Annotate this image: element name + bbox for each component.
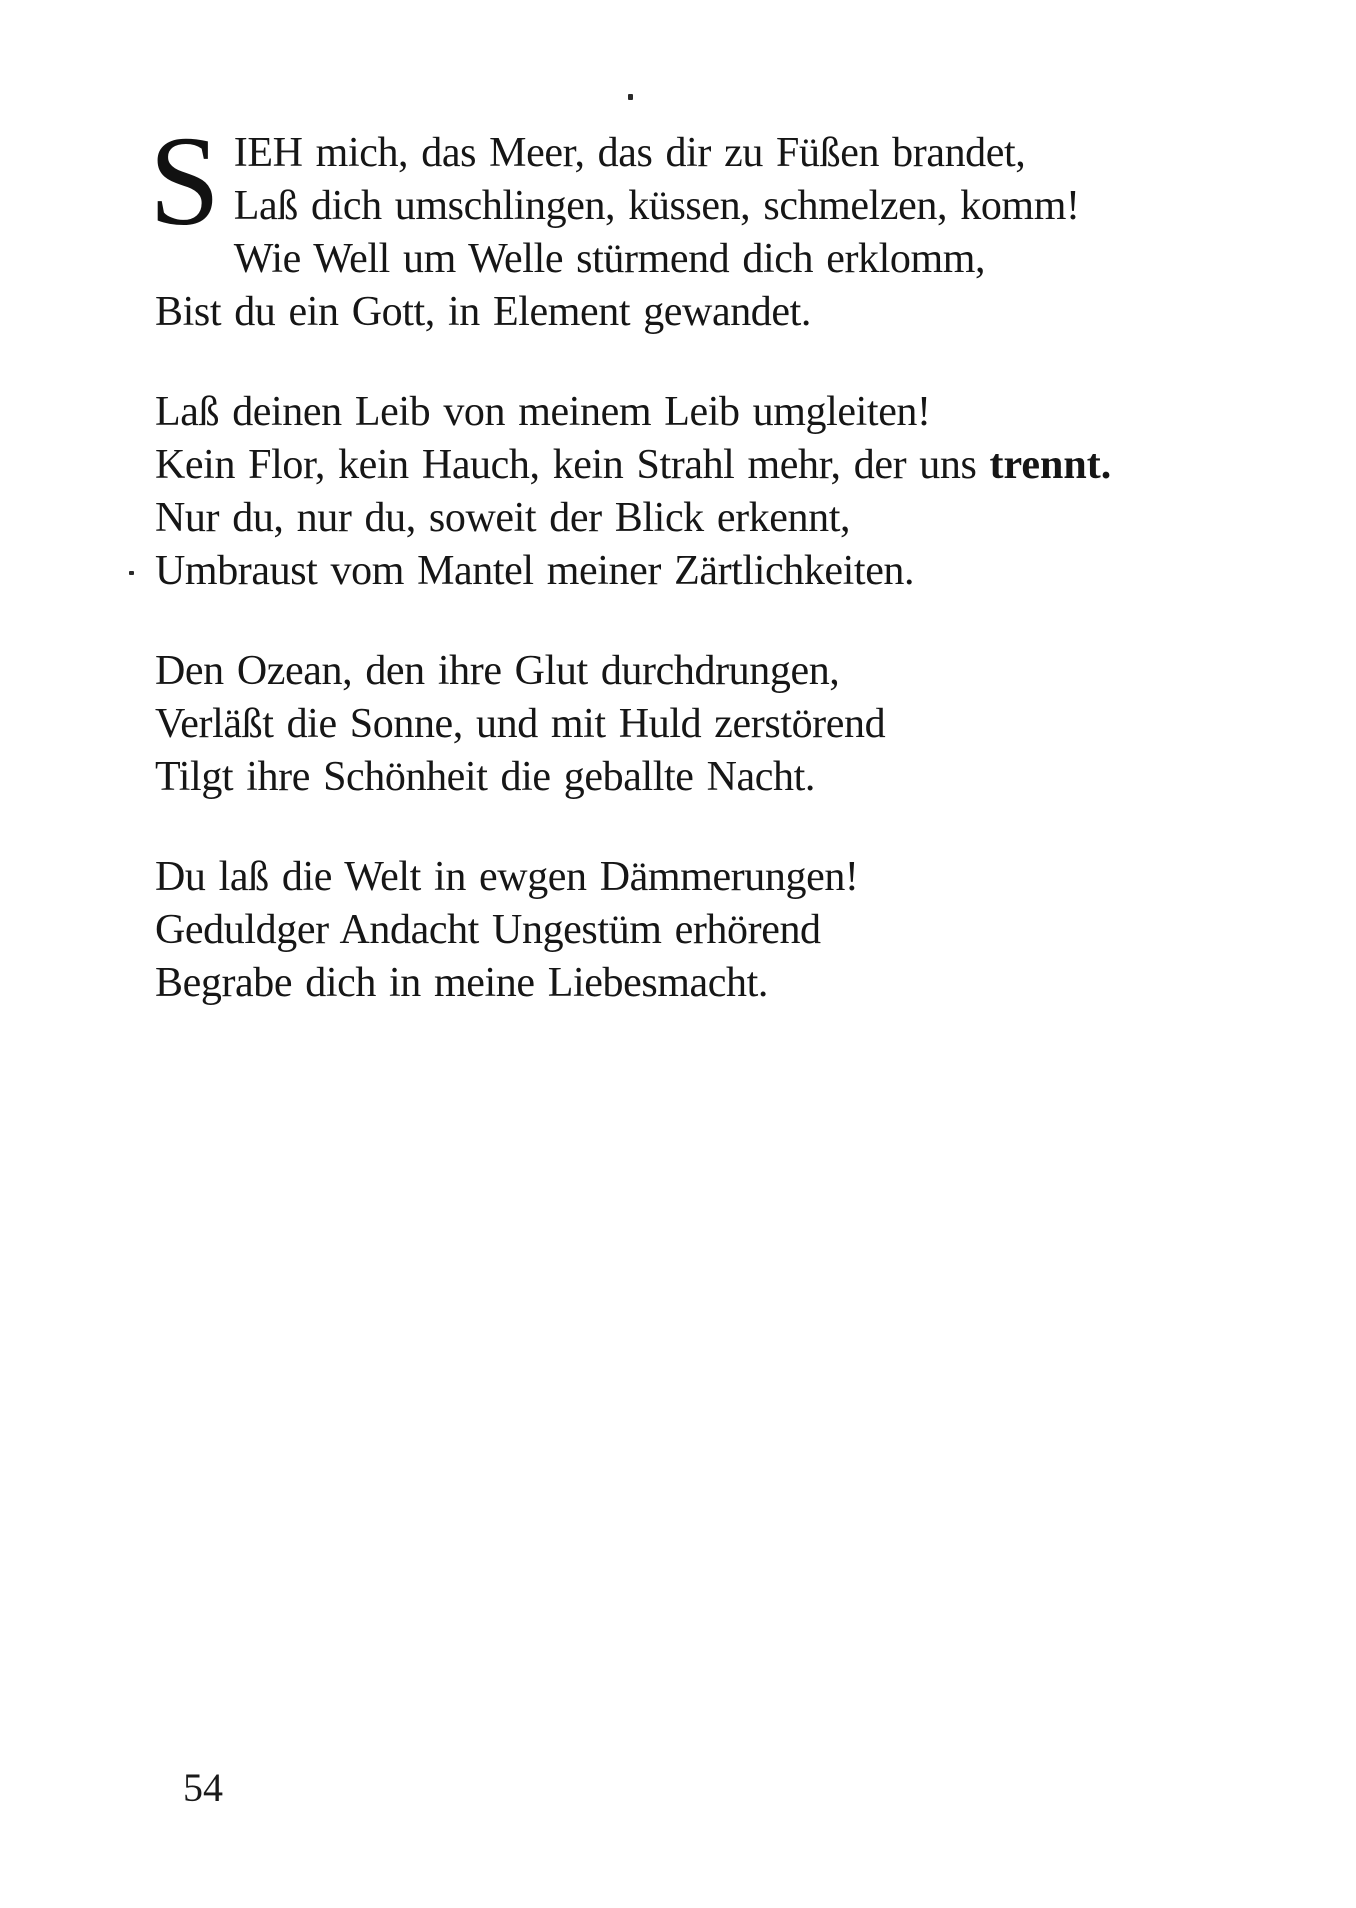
page-number: 54 (183, 1765, 223, 1810)
poem-line: Du laß die Welt in ewgen Dämmerungen! (155, 854, 859, 900)
poem-text (149, 110, 1205, 1057)
ink-speck-left-margin (129, 571, 134, 575)
poem-line: Den Ozean, den ihre Glut durchdrungen, (155, 648, 840, 694)
poem-line: Verläßt die Sonne, und mit Huld zerstörend (155, 701, 886, 747)
stanza-4 (155, 851, 1205, 1010)
poem-line: Umbraust vom Mantel meiner Zärtlichkeiten. (155, 548, 915, 594)
poem-line: Wie Well um Welle stürmend dich erklomm, (233, 236, 986, 282)
poem-line-segment: Kein Flor, kein Hauch, kein Strahl mehr, der uns (155, 442, 977, 488)
poem-line: Bist du ein Gott, in Element gewandet. (155, 289, 812, 335)
poem-line: Laß dich umschlingen, küssen, schmelzen, komm! (233, 183, 1080, 229)
poem-line-emphasis: trennt. (989, 442, 1112, 488)
ink-speck-top (628, 94, 633, 100)
poem-line: Laß deinen Leib von meinem Leib umgleiten! (155, 389, 931, 435)
poem-line: Nur du, nur du, soweit der Blick erkennt, (155, 495, 851, 541)
stanza-2 (155, 386, 1205, 598)
poem-line: Begrabe dich in meine Liebesmacht. (155, 960, 768, 1006)
poem-line: IEH mich, das Meer, das dir zu Füßen brandet, (233, 130, 1026, 176)
poem-line: Tilgt ihre Schönheit die geballte Nacht. (155, 754, 815, 800)
stanza-3 (155, 645, 1205, 804)
poem-line (155, 439, 1205, 492)
stanza-1 (149, 110, 1205, 339)
poem-line: Geduldger Andacht Ungestüm erhörend (155, 907, 821, 953)
dropcap-initial: S (149, 110, 220, 252)
